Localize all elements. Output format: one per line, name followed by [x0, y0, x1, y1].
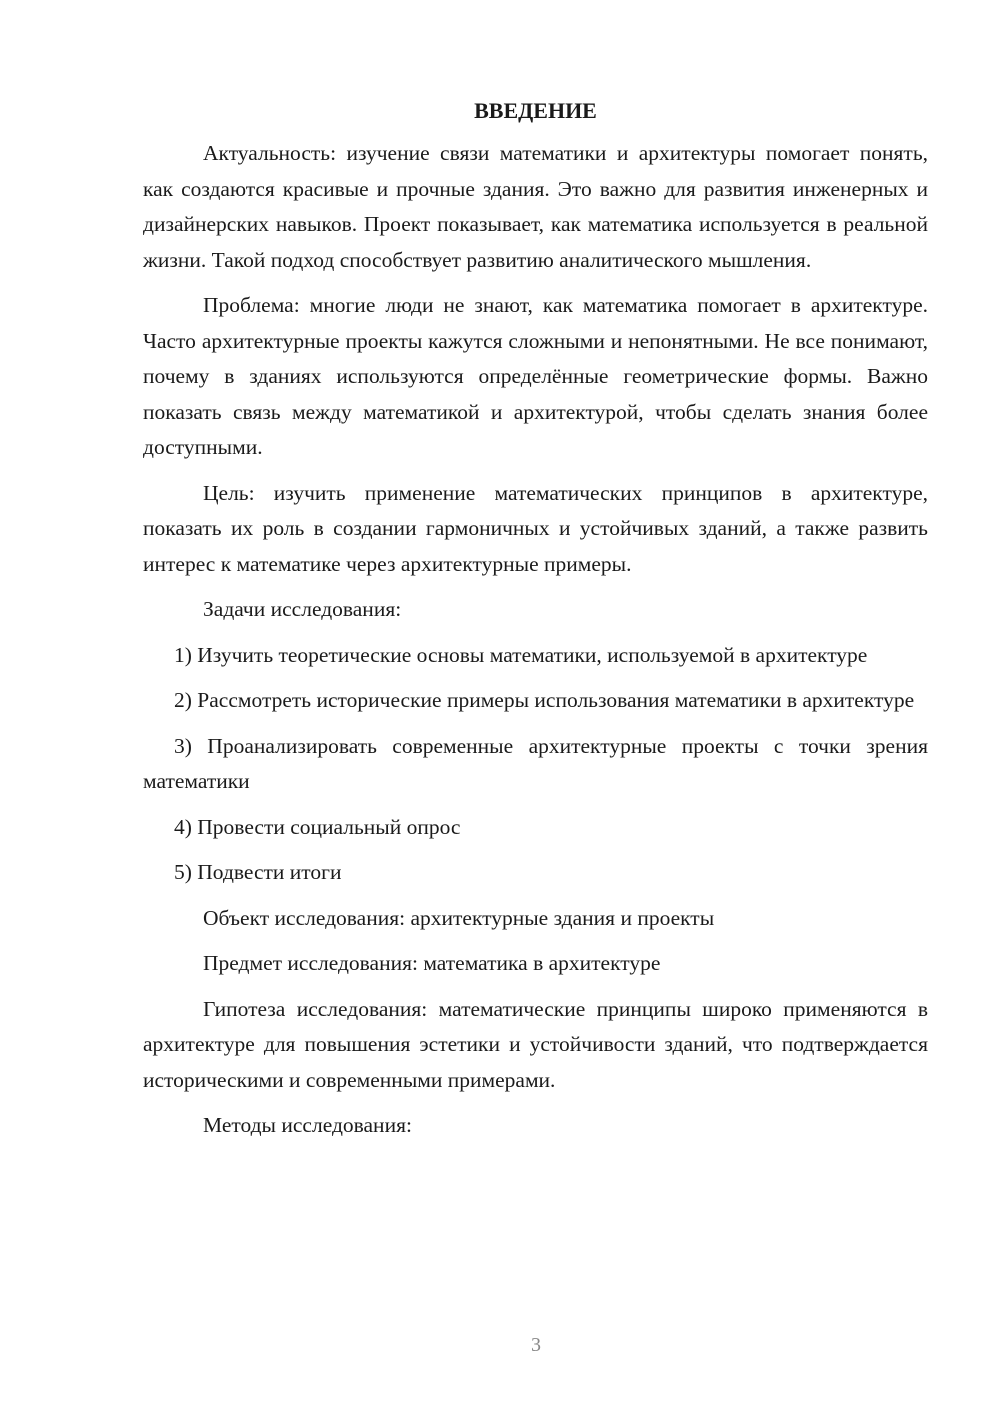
tasks-heading: Задачи исследования:: [203, 597, 402, 621]
document-page: [143, 96, 928, 1154]
problem-paragraph: Проблема: многие люди не знают, как математика помогает в архитектуре. Часто архитектурные проекты кажутся сложными и непонятными. Не все понимают, почему в зданиях используются определённые геометрические формы. Важно показать связь между математикой и архитектурой, чтобы сделать знания более доступными.: [143, 293, 928, 459]
goal-paragraph: Цель: изучить применение математических принципов в архитектуре, показать их роль в создании гармоничных и устойчивых зданий, а также развить интерес к математике через архитектурные примеры.: [143, 480, 928, 576]
methods-heading: Методы исследования:: [203, 1113, 412, 1137]
page-number: 3: [531, 1334, 541, 1356]
research-subject: Предмет исследования: математика в архитектуре: [203, 951, 661, 975]
page-title: ВВЕДЕНИЕ: [474, 98, 597, 123]
task-item-5: 5) Подвести итоги: [174, 860, 342, 884]
task-item-2: 2) Рассмотреть исторические примеры использования математики в архитектуре: [174, 688, 915, 712]
research-object: Объект исследования: архитектурные здания и проекты: [203, 905, 715, 930]
task-item-1: 1) Изучить теоретические основы математики, используемой в архитектуре: [174, 642, 868, 667]
task-item-4: 4) Провести социальный опрос: [174, 814, 461, 839]
hypothesis-paragraph: Гипотеза исследования: математические принципы широко применяются в архитектуре для повышения эстетики и устойчивости зданий, что подтверждается историческими и современными примерами.: [143, 996, 928, 1092]
relevance-paragraph: Актуальность: изучение связи математики и архитектуры помогает понять, как создаются красивые и прочные здания. Это важно для развития инженерных и дизайнерских навыков. Проект показывает, как математика используется в реальной жизни. Такой подход способствует развитию аналитического мышления.: [143, 141, 928, 272]
task-item-3: 3) Проанализировать современные архитектурные проекты с точки зрения математики: [143, 733, 928, 793]
